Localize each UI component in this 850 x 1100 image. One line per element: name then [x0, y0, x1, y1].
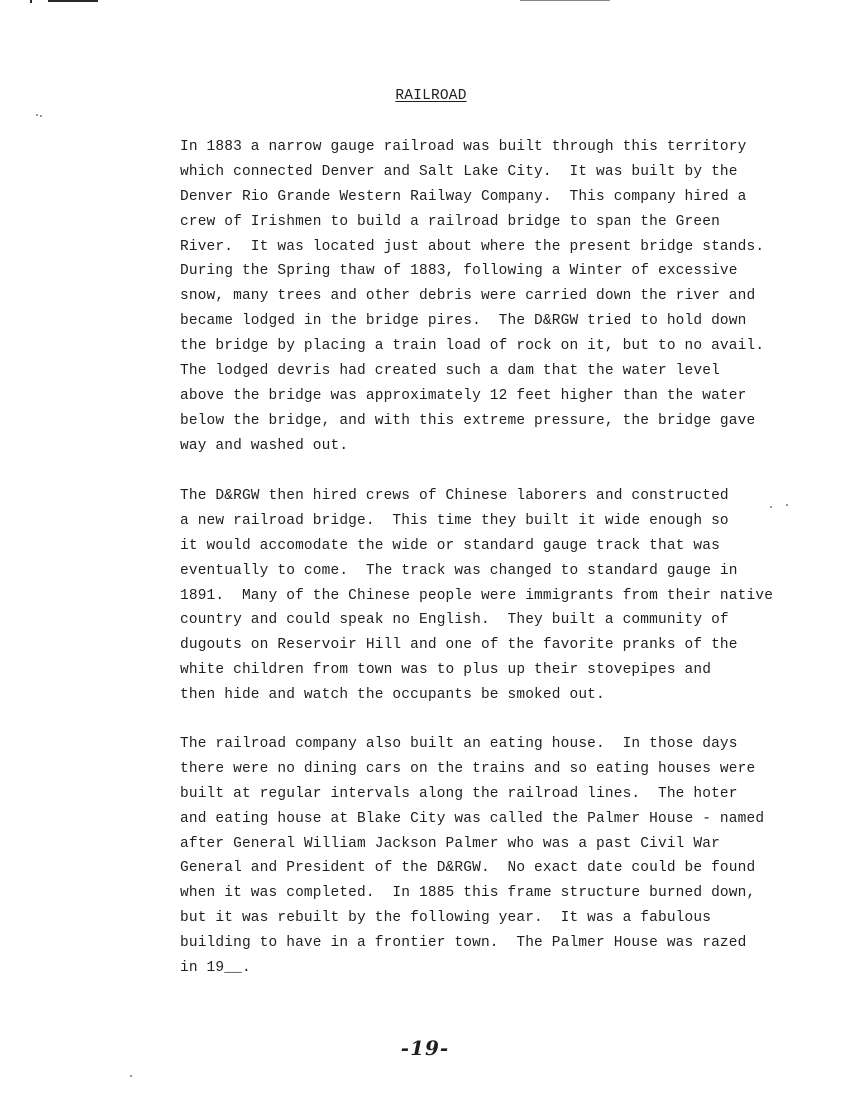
- text-line: eventually to come. The track was changed to standard gauge in: [180, 562, 738, 579]
- scan-speck: [770, 506, 772, 508]
- text-line: Denver Rio Grande Western Railway Company. This company hired a: [180, 188, 747, 205]
- text-line: it would accomodate the wide or standard gauge track that was: [180, 537, 720, 554]
- text-line: The D&RGW then hired crews of Chinese laborers and constructed: [180, 488, 729, 504]
- text-line: The lodged devris had created such a dam that the water level: [180, 363, 720, 380]
- text-line: then hide and watch the occupants be smoked out.: [180, 687, 605, 704]
- scan-mark-top-right: [520, 0, 610, 1]
- text-line: the bridge by placing a train load of rock on it, but to no avail.: [180, 338, 765, 355]
- text-line: 1891. Many of the Chinese people were immigrants from their native: [180, 587, 774, 604]
- scan-speck: [786, 504, 788, 506]
- text-line: after General William Jackson Palmer who was a past Civil War: [180, 835, 720, 852]
- text-line: white children from town was to plus up their stovepipes and: [180, 662, 712, 679]
- text-line: built at regular intervals along the railroad lines. The hoter: [180, 785, 738, 802]
- scan-mark-top-left: [30, 0, 32, 3]
- page-title: [0, 88, 850, 104]
- text-line: General and President of the D&RGW. No exact date could be found: [180, 860, 756, 877]
- paragraph-3: [180, 732, 765, 981]
- text-line: but it was rebuilt by the following year. It was a fabulous: [180, 910, 712, 927]
- text-line: when it was completed. In 1885 this frame structure burned down,: [180, 885, 756, 902]
- text-line: which connected Denver and Salt Lake City. It was built by the: [180, 163, 738, 180]
- text-line: snow, many trees and other debris were carried down the river and: [180, 288, 756, 305]
- text-line: The railroad company also built an eating house. In those days: [180, 736, 738, 752]
- text-line: below the bridge, and with this extreme pressure, the bridge gave: [180, 412, 756, 429]
- text-line: became lodged in the bridge pires. The D&RGW tried to hold down: [180, 313, 747, 330]
- text-line: River. It was located just about where the present bridge stands.: [180, 238, 765, 255]
- text-line: During the Spring thaw of 1883, following a Winter of excessive: [180, 263, 738, 280]
- text-line: a new railroad bridge. This time they built it wide enough so: [180, 512, 729, 529]
- scan-mark-top-bar: [48, 0, 98, 2]
- text-line: building to have in a frontier town. The Palmer House was razed: [180, 935, 747, 952]
- paragraph-2: [180, 484, 774, 708]
- text-line: In 1883 a narrow gauge railroad was built through this territory: [180, 139, 747, 155]
- scan-speck: [130, 1075, 132, 1077]
- paragraph-1: [180, 135, 765, 459]
- scan-speck: [40, 115, 42, 117]
- page-number: -19-: [400, 1036, 450, 1060]
- text-line: way and washed out.: [180, 437, 349, 454]
- text-line: country and could speak no English. They built a community of: [180, 612, 729, 629]
- text-line: there were no dining cars on the trains and so eating houses were: [180, 760, 756, 777]
- page-title-text: RAILROAD: [395, 88, 467, 104]
- text-line: in 19__.: [180, 960, 251, 977]
- text-line: above the bridge was approximately 12 feet higher than the water: [180, 387, 747, 404]
- text-line: dugouts on Reservoir Hill and one of the favorite pranks of the: [180, 637, 738, 654]
- text-line: crew of Irishmen to build a railroad bridge to span the Green: [180, 213, 720, 230]
- text-line: and eating house at Blake City was called the Palmer House - named: [180, 810, 765, 827]
- scan-speck: [36, 114, 38, 116]
